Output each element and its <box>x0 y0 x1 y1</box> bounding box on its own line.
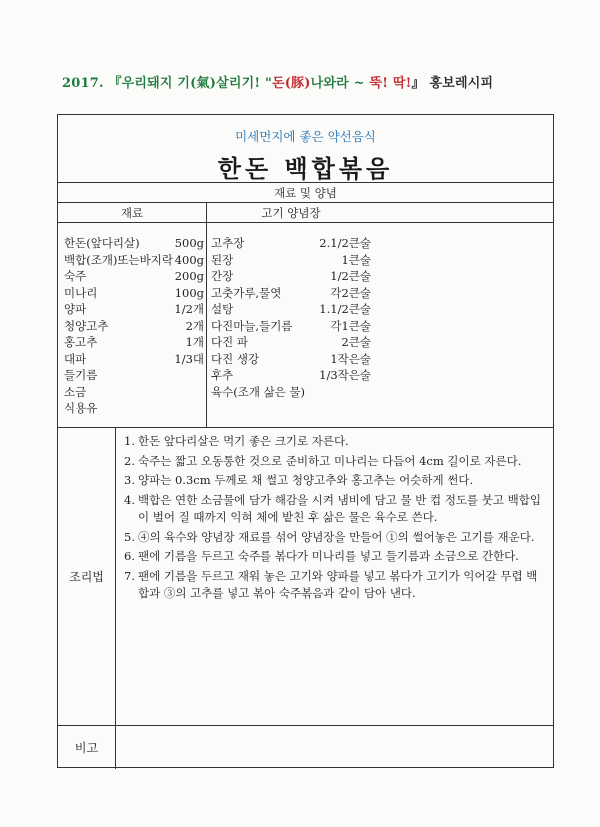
header-year: 2017. <box>62 76 104 91</box>
sauce-list <box>211 235 371 400</box>
list-item: 홍고추 1개 <box>64 335 204 349</box>
list-item: 고춧가루,물엿 각2큰술 <box>211 285 371 300</box>
title-box <box>58 115 553 183</box>
list-item: 대파 1/3대 <box>64 351 204 366</box>
list-item: 2. 숙주는 짧고 오동통한 것으로 준비하고 미나리는 다듬어 4cm 길이로 자른다. <box>124 453 522 468</box>
sauce-column-header: 고기 양념장 <box>261 206 321 220</box>
method-label: 조리법 <box>58 427 116 725</box>
recipe-title: 한돈 백합볶음 <box>217 154 394 183</box>
list-item: 설탕 1.1/2큰술 <box>211 302 371 316</box>
list-item: 후추 1/3작은술 <box>211 368 371 382</box>
recipe-sheet <box>57 114 554 768</box>
list-item: 육수(조개 삶은 물) <box>211 384 306 399</box>
list-item: 소금 <box>64 384 87 399</box>
list-item: 된장 1큰술 <box>211 252 371 267</box>
list-item: 백합(조개)또는바지락 400g <box>64 252 204 267</box>
method-steps <box>124 433 548 605</box>
list-item: 양파 1/2개 <box>64 302 204 316</box>
header-ttuk-ttak: 뚝! 딱! <box>369 76 412 91</box>
header-recipe-label: 』 홍보레시피 <box>411 76 494 91</box>
recipe-subtitle: 미세먼지에 좋은 약선음식 <box>235 129 376 144</box>
header-campaign: 『우리돼지 기(氣)살리기! " <box>108 76 272 91</box>
note-divider <box>58 725 553 726</box>
list-item: 다진마늘,들기름 각1큰술 <box>211 318 371 333</box>
list-item: 식용유 <box>64 401 98 415</box>
list-item: 다진 생강 1작은술 <box>211 351 371 366</box>
list-item: 7. 팬에 기름을 두르고 재워 놓은 고기와 양파를 넣고 볶다가 고기가 익어갈 무렵 백합과 ③의 고추를 넣고 볶아 숙주볶음과 같이 담아 낸다. <box>124 568 538 600</box>
ingredients-list <box>64 235 204 417</box>
list-item: 1. 한돈 앞다리살은 먹기 좋은 크기로 자른다. <box>124 434 349 448</box>
list-item: 5. ④의 육수와 양념장 재료를 섞어 양념장을 만들어 ①의 썰어놓은 고기를 재운다. <box>124 529 535 544</box>
list-item: 고추장 2.1/2큰술 <box>211 236 371 250</box>
list-item: 청양고추 2개 <box>64 318 204 333</box>
ingredients-column-header: 재료 <box>120 206 144 220</box>
list-item: 간장 1/2큰술 <box>211 269 371 283</box>
column-headers <box>58 203 553 223</box>
method-divider <box>58 427 553 428</box>
list-item: 미나리 100g <box>64 285 204 300</box>
list-item: 6. 팬에 기름을 두르고 숙주를 볶다가 미나리를 넣고 들기름과 소금으로 간한다. <box>124 549 519 563</box>
header-come-out: 나와라 ~ <box>310 76 370 91</box>
document-header <box>62 72 562 91</box>
list-item: 4. 백합은 연한 소금물에 담가 해감을 시켜 냄비에 담고 물 반 컵 정도를 붓고 백합입이 벌어 질 때까지 익혀 체에 밭친 후 삶은 물은 육수로 쓴다. <box>124 492 542 524</box>
ingredients-section-heading: 재료 및 양념 <box>58 183 553 203</box>
list-item: 들기름 <box>64 368 98 382</box>
list-item: 다진 파 2큰술 <box>211 335 371 349</box>
header-pork: 돈(豚) <box>271 76 311 91</box>
list-item: 한돈(앞다리살) 500g <box>64 236 204 250</box>
column-divider <box>206 203 207 427</box>
list-item: 3. 양파는 0.3cm 두께로 채 썰고 청양고추와 홍고추는 어슷하게 썬다. <box>124 473 474 487</box>
list-item: 숙주 200g <box>64 269 204 283</box>
note-label: 비고 <box>58 725 116 769</box>
